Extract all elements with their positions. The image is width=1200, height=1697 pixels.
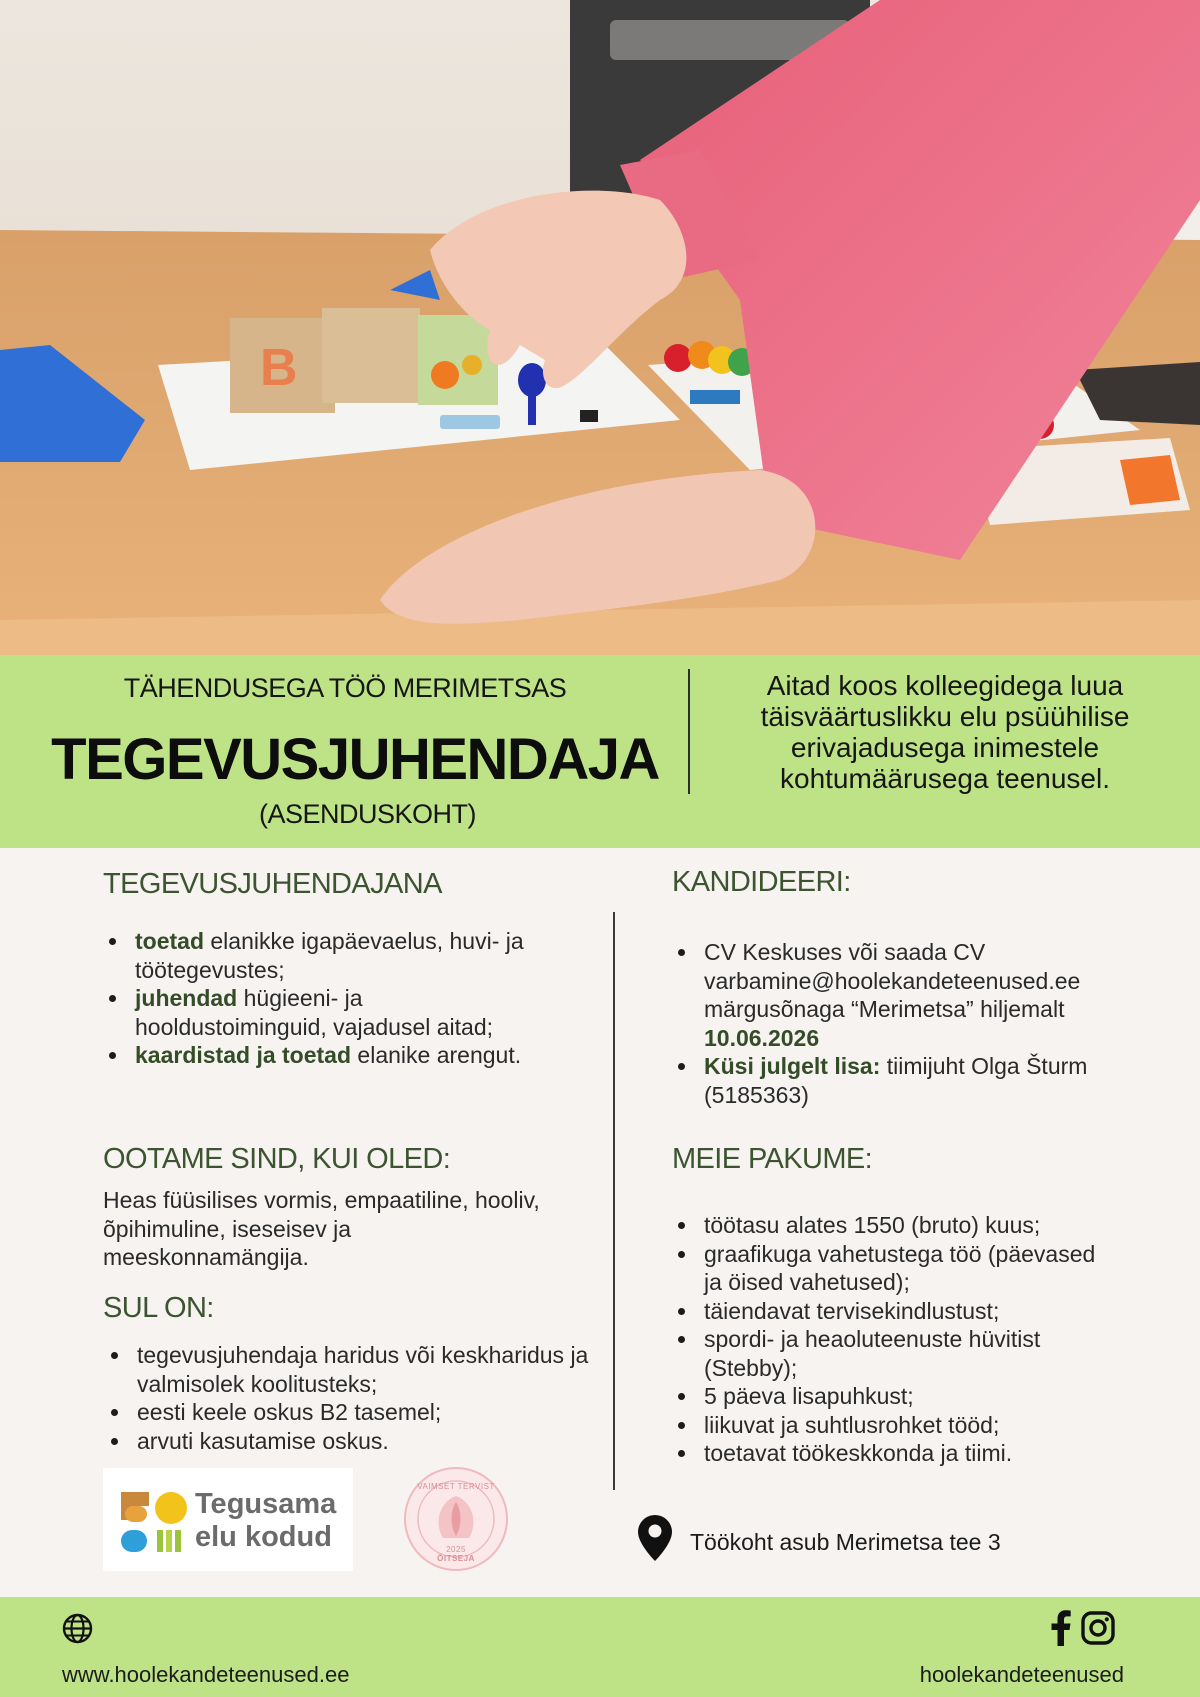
list-item: eesti keele oskus B2 tasemel;: [105, 1398, 595, 1427]
column-divider: [613, 912, 615, 1490]
seal-bottom-text: ÕITSEJA: [437, 1554, 475, 1563]
band-divider: [688, 669, 690, 794]
apply-list: [672, 938, 1142, 1109]
role-heading: TEGEVUSJUHENDAJANA: [103, 868, 442, 900]
apply-instructions: CV Keskuses või saada CV varbamine@hoolekandeteenused.ee märgusõnaga “Merimetsa” hiljemalt: [704, 939, 1081, 1022]
duty-keyword: toetad: [135, 928, 204, 954]
duty-text: elanike arengut.: [351, 1042, 522, 1068]
website-link[interactable]: www.hoolekandeteenused.ee: [62, 1662, 350, 1687]
list-item: täiendavat tervisekindlustust;: [672, 1297, 1112, 1326]
deadline-date: 10.06.2026: [704, 1024, 820, 1051]
hero-photo: [0, 0, 1200, 655]
job-subtitle: (ASENDUSKOHT): [258, 799, 476, 829]
list-item: arvuti kasutamise oskus.: [105, 1427, 595, 1456]
duty-text: elanikke igapäevaelus, huvi- ja töötegevustes;: [135, 928, 524, 983]
list-item: tegevusjuhendaja haridus või keskharidus ja valmisolek koolitusteks;: [105, 1341, 595, 1398]
seal-year: 2025: [446, 1545, 466, 1554]
map-pin-icon: [638, 1515, 672, 1561]
job-title: TEGEVUSJUHENDAJA: [51, 727, 659, 792]
job-title-block: [0, 655, 690, 848]
duties-list: [103, 927, 533, 1070]
footer: [0, 1597, 1200, 1697]
list-item: [672, 938, 1142, 1052]
instagram-icon[interactable]: [1081, 1611, 1115, 1645]
list-item: [103, 984, 533, 1041]
duty-text: hügieeni- ja hooldustoiminguid, vajadusel aitad;: [135, 985, 494, 1040]
tegusama-logo: [103, 1468, 353, 1571]
expect-heading: OOTAME SIND, KUI OLED:: [103, 1143, 451, 1175]
job-kicker: TÄHENDUSEGA TÖÖ MERIMETSAS: [123, 673, 567, 703]
list-item: toetavat töökeskkonda ja tiimi.: [672, 1439, 1112, 1468]
list-item: graafikuga vahetustega töö (päevased ja öised vahetused);: [672, 1240, 1112, 1297]
offer-heading: MEIE PAKUME:: [672, 1143, 873, 1175]
apply-heading: KANDIDEERI:: [672, 866, 851, 898]
contact-text: tiimijuht Olga Šturm (5185363): [704, 1053, 1088, 1108]
list-item: spordi- ja heaoluteenuste hüvitist (Stebby);: [672, 1325, 1112, 1382]
facebook-icon[interactable]: [1050, 1610, 1072, 1646]
tegusama-line-1: Tegusama: [195, 1488, 337, 1520]
tegusama-line-2: elu kodud: [195, 1521, 332, 1553]
svg-text:B: B: [260, 339, 298, 397]
offer-list: [672, 1211, 1112, 1468]
seal-top-text: VAIMSET TERVIST: [417, 1482, 495, 1491]
have-heading: SUL ON:: [103, 1292, 214, 1324]
tegusama-mark-icon: [111, 1468, 201, 1571]
title-band: [0, 655, 1200, 848]
have-list: [105, 1341, 595, 1455]
list-item: [103, 927, 533, 984]
job-intro: Aitad koos kolleegidega luua täisväärtuslikku elu psüühilise erivajadusega inimestele kohtumäärusega teenusel.: [760, 670, 1130, 794]
expect-text: Heas füüsilises vormis, empaatiline, hooliv, õpihimuline, iseseisev ja meeskonnamängija.: [103, 1187, 540, 1270]
hero-illustration: [0, 0, 1200, 655]
list-item: töötasu alates 1550 (bruto) kuus;: [672, 1211, 1112, 1240]
mental-health-seal: [403, 1466, 509, 1572]
social-handle[interactable]: hoolekandeteenused: [919, 1662, 1124, 1687]
list-item: [672, 1052, 1142, 1109]
contact-label: Küsi julgelt lisa:: [704, 1053, 881, 1079]
location-text: Töökoht asub Merimetsa tee 3: [690, 1529, 1001, 1555]
list-item: liikuvat ja suhtlusrohket tööd;: [672, 1411, 1112, 1440]
duty-keyword: juhendad: [135, 985, 238, 1011]
tegusama-wordmark: [195, 1488, 336, 1554]
globe-icon: [62, 1613, 93, 1644]
duty-keyword: kaardistad ja toetad: [135, 1042, 352, 1068]
list-item: [103, 1041, 533, 1070]
list-item: 5 päeva lisapuhkust;: [672, 1382, 1112, 1411]
